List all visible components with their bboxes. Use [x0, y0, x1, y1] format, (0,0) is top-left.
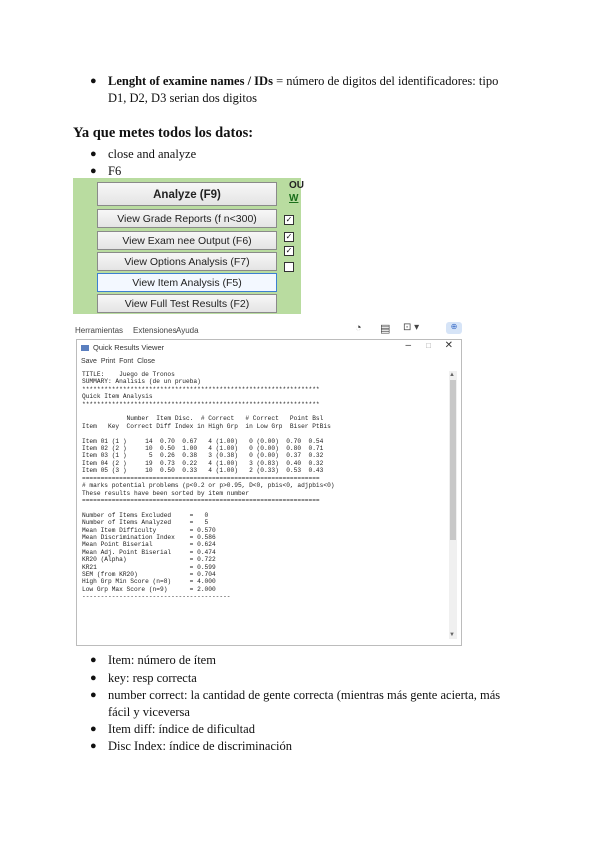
checkbox[interactable]: ✓: [285, 246, 293, 255]
output-line: Item 01 (1 ) 14 0.70 0.67 4 (1.00) 0 (0.00) 0.70 0.54: [82, 437, 324, 445]
buttons-panel: [73, 178, 301, 314]
definition-item: [90, 738, 292, 754]
output-line: [82, 408, 446, 415]
output-line: Number of Items Analyzed = 5: [82, 519, 209, 527]
menu-close[interactable]: Close: [137, 358, 155, 365]
bullet-icon: ●: [90, 723, 97, 735]
output-line: Quick Item Analysis: [82, 393, 153, 401]
output-line: ****************************************************************: [82, 400, 320, 408]
step-text: F6: [108, 164, 122, 178]
output-line: Number Item Disc. # Correct # Correct Point Bsl: [82, 415, 324, 423]
output-line: [82, 430, 446, 437]
intro-line-2: D1, D2, D3 serian dos digitos: [108, 91, 257, 105]
menu-herramientas[interactable]: Herramientas: [75, 326, 124, 335]
intro-rest: = número de digitos del identificadores: tipo: [272, 74, 499, 88]
output-line: Item 05 (3 ) 10 0.50 0.33 4 (1.00) 2 (0.33) 0.53 0.43: [82, 467, 324, 475]
view-full-test-results-button[interactable]: View Full Test Results (F2): [97, 294, 277, 313]
output-line: KR21 = 0.599: [82, 563, 216, 571]
bullet-icon: ●: [90, 165, 97, 177]
definition-text: key: resp correcta: [108, 671, 197, 685]
definition-item: [90, 652, 216, 668]
step-item: [90, 163, 122, 179]
share-icon[interactable]: ⊕: [446, 322, 462, 334]
definition-item: [90, 721, 255, 737]
scrollbar-thumb[interactable]: [450, 380, 456, 540]
intro-bullet: [90, 73, 548, 89]
app-icon: [81, 345, 89, 351]
menu-font[interactable]: Font: [119, 358, 134, 365]
output-line: ================================================================: [82, 496, 320, 504]
history-icon[interactable]: ◔: [355, 322, 362, 334]
output-line: ****************************************************************: [82, 385, 320, 393]
bullet-icon: ●: [90, 75, 97, 87]
output-line: Item 04 (2 ) 19 0.73 0.22 4 (1.00) 3 (0.83) 0.40 0.32: [82, 459, 324, 467]
definition-item: [90, 687, 501, 703]
maximize-icon[interactable]: □: [426, 341, 431, 350]
menu-save[interactable]: Save: [81, 358, 97, 365]
side-link-w[interactable]: W: [289, 193, 299, 204]
checkbox[interactable]: ✓: [285, 215, 293, 224]
output-line: Number of Items Excluded = 0: [82, 511, 209, 519]
output-line: SEM (from KR20) = 0.704: [82, 570, 216, 578]
bullet-icon: ●: [90, 148, 97, 160]
view-options-analysis-button[interactable]: View Options Analysis (F7): [97, 252, 277, 271]
output-line: Mean Point Biserial = 0.624: [82, 541, 216, 549]
definition-text: Item diff: índice de dificultad: [108, 722, 255, 736]
view-examinee-output-button[interactable]: View Exam nee Output (F6): [97, 231, 277, 250]
output-line: Item Key Correct Diff Index in High Grp in Low Grp Biser PtBis: [82, 422, 331, 430]
window-title: Quick Results Viewer: [93, 343, 165, 352]
output-line: Low Grp Max Score (n=9) = 2.000: [82, 585, 216, 593]
output-line: Item 02 (2 ) 10 0.50 1.00 4 (1.00) 0 (0.00) 0.80 0.71: [82, 445, 324, 453]
menu-extensiones[interactable]: Extensiones: [133, 326, 177, 335]
output-line: High Grp Min Score (n=8) = 4.000: [82, 578, 216, 586]
output-line: ================================================================: [82, 474, 320, 482]
window-menu: [81, 358, 155, 365]
checkbox[interactable]: [284, 262, 294, 272]
scroll-up-icon[interactable]: ▲: [449, 372, 455, 378]
checkbox[interactable]: ✓: [285, 232, 293, 241]
bullet-icon: ●: [90, 689, 97, 701]
bullet-icon: ●: [90, 672, 97, 684]
browser-menubar: [73, 322, 465, 338]
results-output: [82, 371, 446, 641]
scroll-down-icon[interactable]: ▼: [449, 632, 455, 638]
step-item: [90, 146, 197, 162]
view-item-analysis-button[interactable]: View Item Analysis (F5): [97, 273, 277, 292]
definition-text: Item: número de ítem: [108, 653, 216, 667]
definition-item: [90, 670, 197, 686]
definition-text: Disc Index: índice de discriminación: [108, 739, 292, 753]
menu-ayuda[interactable]: Ayuda: [176, 326, 199, 335]
output-line: KR20 (Alpha) = 0.722: [82, 556, 216, 564]
output-line: Mean Discrimination Index = 0.586: [82, 533, 216, 541]
output-line: TITLE: Juego de Tronos: [82, 371, 175, 378]
bullet-icon: ●: [90, 654, 97, 666]
intro-bold: Lenght of examine names / IDs: [108, 74, 273, 88]
output-line: ----------------------------------------: [82, 593, 231, 601]
bullet-icon: ●: [90, 740, 97, 752]
step-text: close and analyze: [108, 147, 197, 161]
analyze-button[interactable]: Analyze (F9): [97, 182, 277, 206]
output-line: Mean Adj. Point Biserial = 0.474: [82, 548, 216, 556]
comment-icon[interactable]: ▤: [380, 323, 391, 335]
output-line: [82, 504, 446, 511]
output-line: # marks potential problems (p<0.2 or p>0.95, D<0, pbis<0, adjpbis<0): [82, 482, 335, 490]
side-text-ou: OU: [289, 180, 304, 191]
definition-continuation: fácil y viceversa: [108, 705, 190, 719]
output-line: SUMMARY: Analisis (de un prueba): [82, 378, 201, 386]
close-icon[interactable]: ✕: [444, 340, 453, 351]
view-grade-reports-button[interactable]: View Grade Reports (f n<300): [97, 209, 277, 228]
present-icon[interactable]: ⊡ ▾: [403, 322, 420, 333]
menu-print[interactable]: Print: [100, 358, 116, 365]
output-line: Item 03 (1 ) 5 0.26 0.38 3 (0.38) 0 (0.00) 0.37 0.32: [82, 452, 324, 460]
definition-text: number correct: la cantidad de gente correcta (mientras más gente acierta, más: [108, 688, 501, 702]
section-heading: Ya que metes todos los datos:: [73, 125, 254, 141]
output-line: Mean Item Difficulty = 0.570: [82, 526, 216, 534]
output-line: These results have been sorted by item number: [82, 489, 250, 497]
minimize-icon[interactable]: –: [405, 340, 411, 351]
